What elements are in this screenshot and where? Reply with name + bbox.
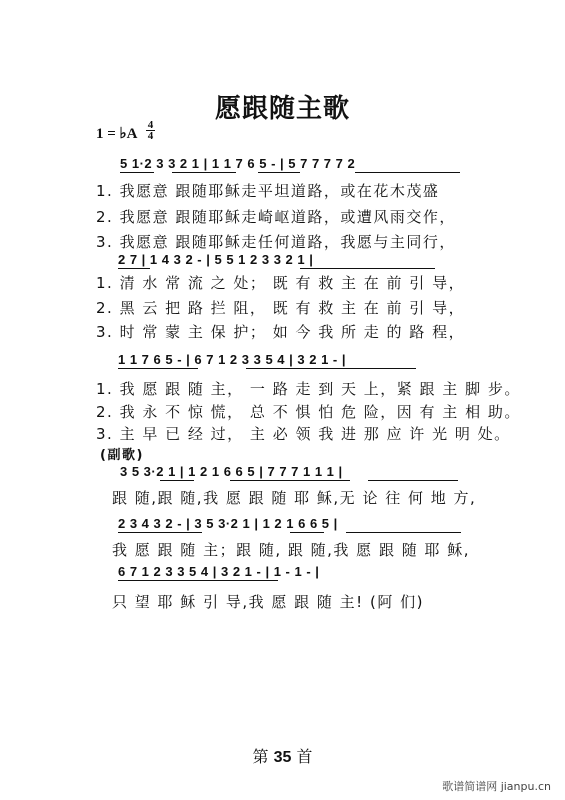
- lyric-line: 3. 主 早 已 经 过， 主 必 领 我 进 那 应 许 光 明 处。: [96, 425, 511, 443]
- lyric-line: 1. 清 水 常 流 之 处； 既 有 救 主 在 前 引 导，: [96, 274, 466, 292]
- page-number-prefix: 第: [252, 747, 269, 766]
- time-signature: [146, 120, 155, 141]
- chorus-label: (副歌): [100, 448, 144, 463]
- beam-line: [118, 368, 198, 369]
- beam-line: [258, 172, 300, 173]
- lyric-line: 2. 我愿意 跟随耶稣走崎岖道路，或遭风雨交作，: [96, 208, 456, 226]
- time-signature-top: 4: [147, 119, 154, 131]
- notation-line: 2 3 4 3 2 - | 3 5 3·2 1 | 1 2 1 6 6 5 |: [118, 516, 338, 531]
- lyric-line: 只 望 耶 稣 引 导,我 愿 跟 随 主! (阿 们): [112, 593, 424, 611]
- lyric-line: 1. 我愿意 跟随耶稣走平坦道路，或在花木茂盛: [96, 182, 440, 200]
- lyric-line: 3. 时 常 蒙 主 保 护； 如 今 我 所 走 的 路 程，: [96, 323, 466, 341]
- notation-line: 1 1 7 6 5 - | 6 7 1 2 3 3 5 4 | 3 2 1 - |: [118, 352, 346, 367]
- song-title: 愿跟随主歌: [214, 94, 350, 124]
- notation-line: 5 1·2 3 3 2 1 | 1 1 7 6 5 - | 5 7 7 7 7 2: [120, 156, 356, 171]
- beam-line: [172, 172, 236, 173]
- lyric-line: 我 愿 跟 随 主；跟 随, 跟 随,我 愿 跟 随 耶 稣,: [112, 541, 471, 559]
- beam-line: [246, 368, 416, 369]
- notation-line: 2 7 | 1 4 3 2 - | 5 5 1 2 3 3 2 1 |: [118, 252, 314, 267]
- beam-line: [118, 268, 150, 269]
- beam-line: [118, 580, 278, 581]
- notation-line: 6 7 1 2 3 3 5 4 | 3 2 1 - | 1 - 1 - |: [118, 564, 320, 579]
- beam-line: [120, 172, 154, 173]
- key-signature: 1 = ♭A: [96, 126, 138, 142]
- beam-line: [160, 480, 194, 481]
- beam-line: [230, 480, 350, 481]
- time-signature-bottom: 4: [147, 130, 154, 142]
- lyric-line: 跟 随,跟 随,我 愿 跟 随 耶 稣,无 论 往 何 地 方,: [112, 489, 477, 507]
- page-number-value: 35: [273, 749, 292, 766]
- beam-line: [118, 532, 202, 533]
- beam-line: [355, 172, 460, 173]
- beam-line: [300, 268, 435, 269]
- lyric-line: 1. 我 愿 跟 随 主， 一 路 走 到 天 上，紧 跟 主 脚 步。: [96, 380, 521, 398]
- lyric-line: 2. 我 永 不 惊 慌， 总 不 惧 怕 危 险，因 有 主 相 助。: [96, 403, 521, 421]
- notation-line: 3 5 3·2 1 | 1 2 1 6 6 5 | 7 7 7 1 1 1 |: [120, 464, 343, 479]
- page-number: [0, 744, 565, 767]
- page-number-suffix: 首: [296, 747, 313, 766]
- beam-line: [290, 532, 324, 533]
- beam-line: [368, 480, 458, 481]
- lyric-line: 3. 我愿意 跟随耶稣走任何道路，我愿与主同行，: [96, 233, 456, 251]
- lyric-line: 2. 黑 云 把 路 拦 阻， 既 有 救 主 在 前 引 导，: [96, 299, 466, 317]
- beam-line: [346, 532, 461, 533]
- watermark: 歌谱简谱网 jianpu.cn: [442, 780, 551, 793]
